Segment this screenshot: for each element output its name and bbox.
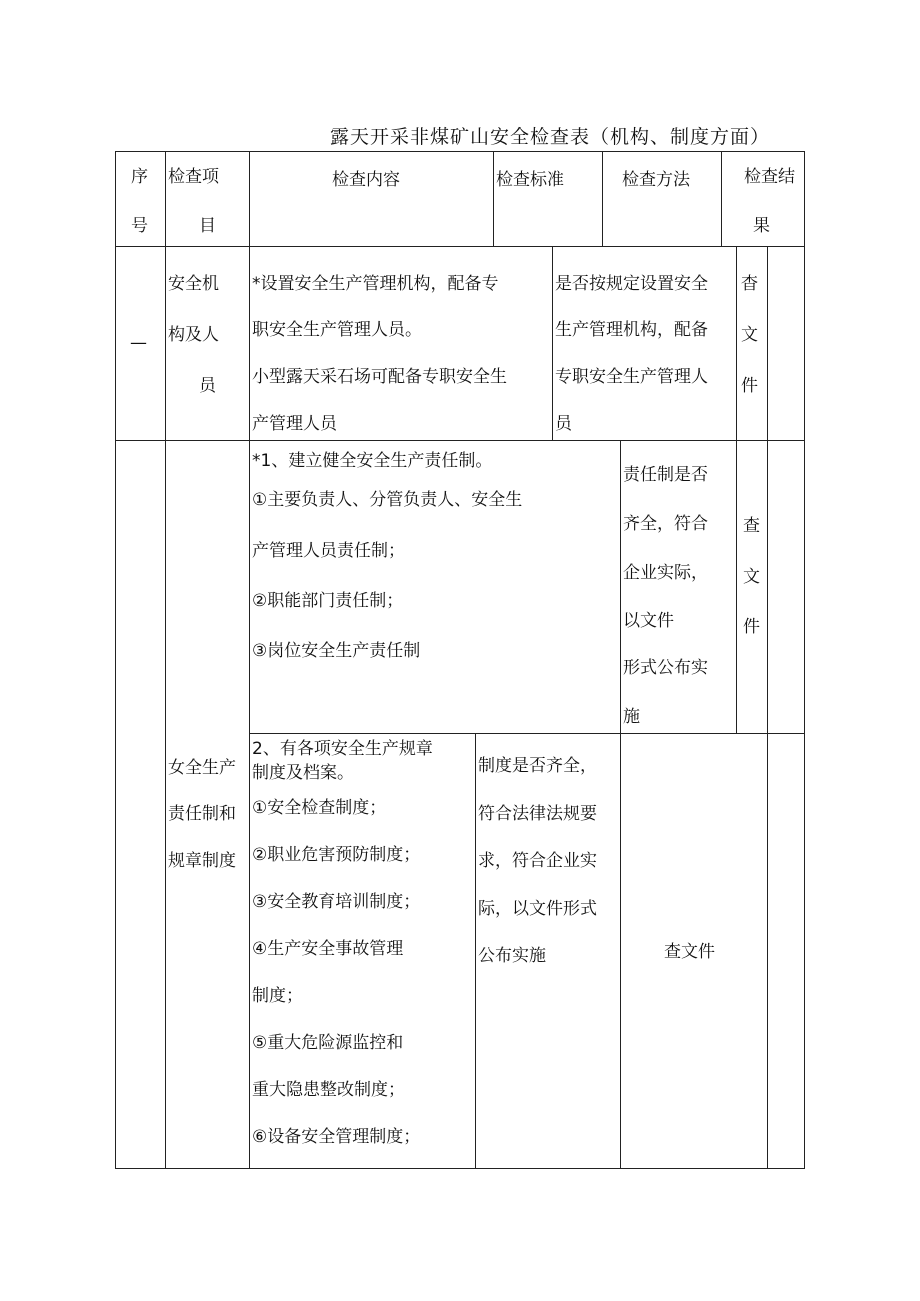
table-rule	[767, 733, 768, 1169]
row-method: 查	[743, 516, 760, 536]
row-standard: 生产管理机构，配备	[555, 320, 708, 340]
row-standard: 符合法律法规要	[478, 804, 597, 824]
row-standard: 公布实施	[478, 946, 546, 966]
row-standard: 求，符合企业实	[478, 851, 597, 871]
row-content: 小型露天采石场可配备专职安全生	[252, 367, 507, 387]
row-method: 杳	[741, 274, 758, 294]
row-content: 职安全生产管理人员。	[252, 320, 422, 340]
table-rule	[620, 440, 621, 733]
row-item: 构及人	[168, 325, 219, 345]
row-standard: 责任制是否	[623, 465, 708, 485]
row-content: 制度；	[252, 986, 303, 1006]
row-item: 责任制和	[168, 804, 236, 824]
row-method: 查文件	[664, 942, 715, 962]
row-content: ③岗位安全生产责任制	[252, 641, 421, 661]
row-content: ①主要负责人、分管负责人、安全生	[252, 490, 523, 510]
header-seq: 号	[131, 216, 148, 236]
page-title: 露天开采非煤矿山安全检查表（机构、制度方面）	[330, 126, 771, 148]
row-method: 文	[743, 567, 760, 587]
table-rule	[602, 151, 603, 246]
row-content: 产管理人员	[252, 414, 337, 434]
row-item: 安全机	[168, 274, 219, 294]
header-item: 目	[199, 216, 216, 236]
table-rule	[736, 246, 737, 440]
row-seq: —	[130, 333, 147, 353]
table-rule	[115, 1168, 805, 1169]
row-standard: 专职安全生产管理人	[555, 367, 708, 387]
table-rule	[165, 151, 166, 1169]
row-standard: 际，以文件形式	[478, 899, 597, 919]
table-rule	[736, 440, 737, 733]
table-rule	[115, 151, 116, 1169]
row-item: 规章制度	[168, 851, 236, 871]
row-standard: 形式公布实	[623, 658, 708, 678]
row-method: 件	[743, 617, 760, 637]
table-rule	[620, 733, 621, 1169]
row-content: ②职业危害预防制度；	[252, 845, 421, 865]
table-rule	[767, 246, 768, 440]
row-content: ④生产安全事故管理	[252, 939, 404, 959]
row-standard: 以文件	[623, 611, 674, 631]
row-content: 2、有各项安全生产规章	[252, 739, 433, 759]
table-rule	[804, 151, 805, 1169]
row-standard: 企业实际，	[623, 563, 708, 583]
row-standard: 制度是否齐全，	[478, 756, 597, 776]
table-rule	[721, 151, 722, 246]
table-rule	[475, 733, 476, 1169]
row-content: *1、建立健全安全生产责任制。	[252, 451, 493, 471]
row-standard: 施	[623, 707, 640, 727]
header-standard: 检查标准	[496, 170, 564, 190]
row-content: ③安全教育培训制度；	[252, 892, 421, 912]
row-content: 制度及档案。	[252, 763, 354, 783]
row-standard: 是否按规定设置安全	[555, 274, 708, 294]
header-method: 检查方法	[622, 170, 690, 190]
header-seq: 序	[131, 167, 148, 187]
table-rule	[552, 246, 553, 440]
row-content: ⑤重大危险源监控和	[252, 1033, 404, 1053]
row-method: 文	[741, 325, 758, 345]
table-rule	[767, 440, 768, 733]
header-result: 检查结	[744, 167, 795, 187]
row-content: *设置安全生产管理机构，配备专	[252, 274, 499, 294]
row-content: ②职能部门责任制；	[252, 591, 404, 611]
row-content: 产管理人员责任制；	[252, 541, 405, 561]
row-content: ①安全检查制度；	[252, 798, 387, 818]
header-content: 检查内容	[332, 170, 400, 190]
table-rule	[249, 151, 250, 1169]
header-result: 果	[753, 216, 770, 236]
table-rule	[115, 246, 805, 247]
table-rule	[249, 733, 805, 734]
table-rule	[115, 151, 805, 152]
table-rule	[493, 151, 494, 246]
row-standard: 员	[555, 414, 572, 434]
row-content: ⑥设备安全管理制度；	[252, 1127, 421, 1147]
header-item: 检查项	[168, 167, 219, 187]
row-content: 重大隐患整改制度；	[252, 1080, 405, 1100]
row-item: 员	[199, 376, 216, 396]
table-rule	[115, 440, 805, 441]
row-standard: 齐全，符合	[623, 514, 708, 534]
row-method: 件	[741, 376, 758, 396]
row-item: 女全生产	[168, 758, 236, 778]
